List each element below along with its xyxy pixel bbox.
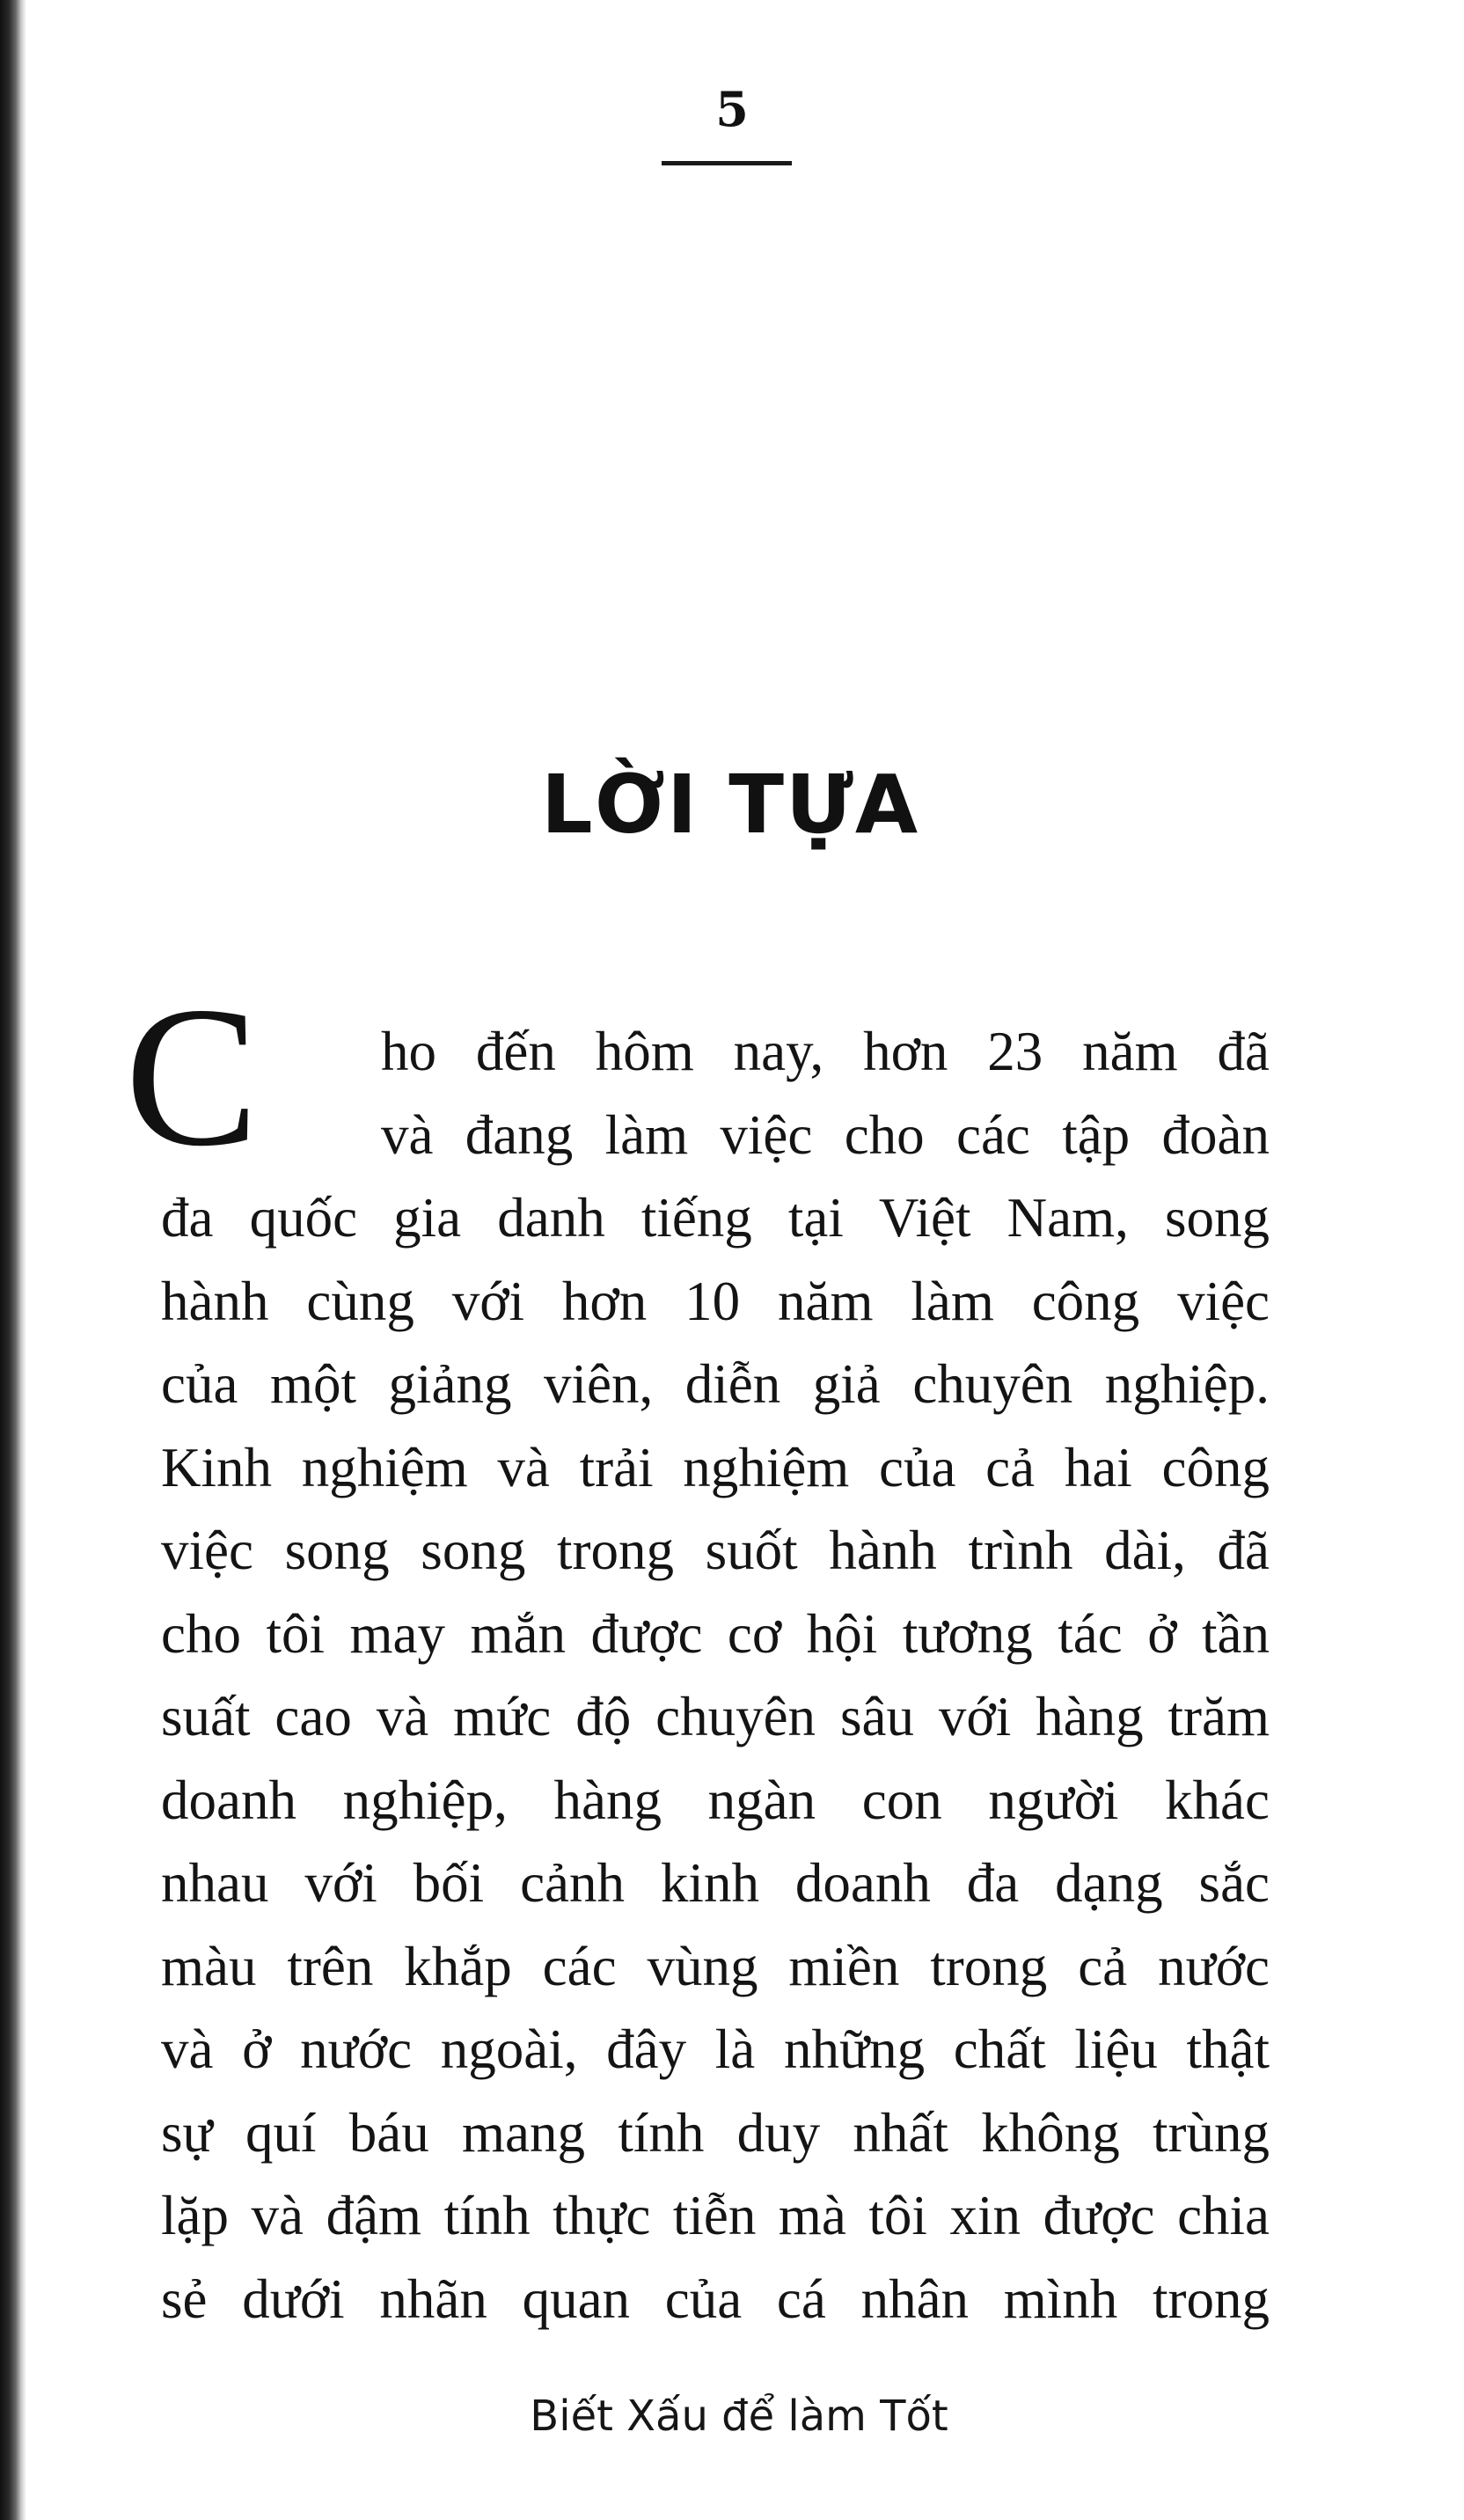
book-spine-shadow [0, 0, 26, 2520]
paragraph-line: suất cao và mức độ chuyên sâu với hàng trăm [161, 1686, 1270, 1747]
paragraph-line: cho tôi may mắn được cơ hội tương tác ở tần [161, 1602, 1270, 1665]
page-number: 5 [715, 81, 749, 137]
paragraph-line: lặp và đậm tính thực tiễn mà tôi xin được chia [161, 2185, 1270, 2246]
paragraph-line: việc song song trong suốt hành trình dài, đã [161, 1520, 1270, 1581]
body-paragraph [161, 1010, 1270, 2341]
paragraph-line: doanh nghiệp, hàng ngàn con người khác [161, 1769, 1270, 1831]
chapter-title: LỜI TỰA [540, 758, 920, 852]
paragraph-line: nhau với bối cảnh kinh doanh đa dạng sắc [161, 1852, 1270, 1914]
paragraph-line: sẻ dưới nhãn quan của cá nhân mình trong [161, 2267, 1270, 2330]
paragraph-line: ho đến hôm nay, hơn 23 năm đã [381, 1021, 1270, 1082]
paragraph-line: đa quốc gia danh tiếng tại Việt Nam, song [161, 1187, 1270, 1249]
drop-cap: C [125, 966, 260, 1188]
paragraph-line: Kinh nghiệm và trải nghiệm của cả hai công [161, 1436, 1270, 1498]
paragraph-line: màu trên khắp các vùng miền trong cả nước [161, 1935, 1270, 1997]
page-number-underline [662, 161, 792, 165]
paragraph-line: và ở nước ngoài, đây là những chất liệu thật [161, 2018, 1270, 2080]
paragraph-line: của một giảng viên, diễn giả chuyên nghiệp. [161, 1353, 1270, 1415]
paragraph-line: hành cùng với hơn 10 năm làm công việc [161, 1270, 1270, 1332]
paragraph-line: và đang làm việc cho các tập đoàn [381, 1103, 1270, 1166]
running-footer-book-title: Biết Xấu để làm Tốt [530, 2392, 948, 2441]
paragraph-line: sự quí báu mang tính duy nhất không trùng [161, 2101, 1270, 2164]
